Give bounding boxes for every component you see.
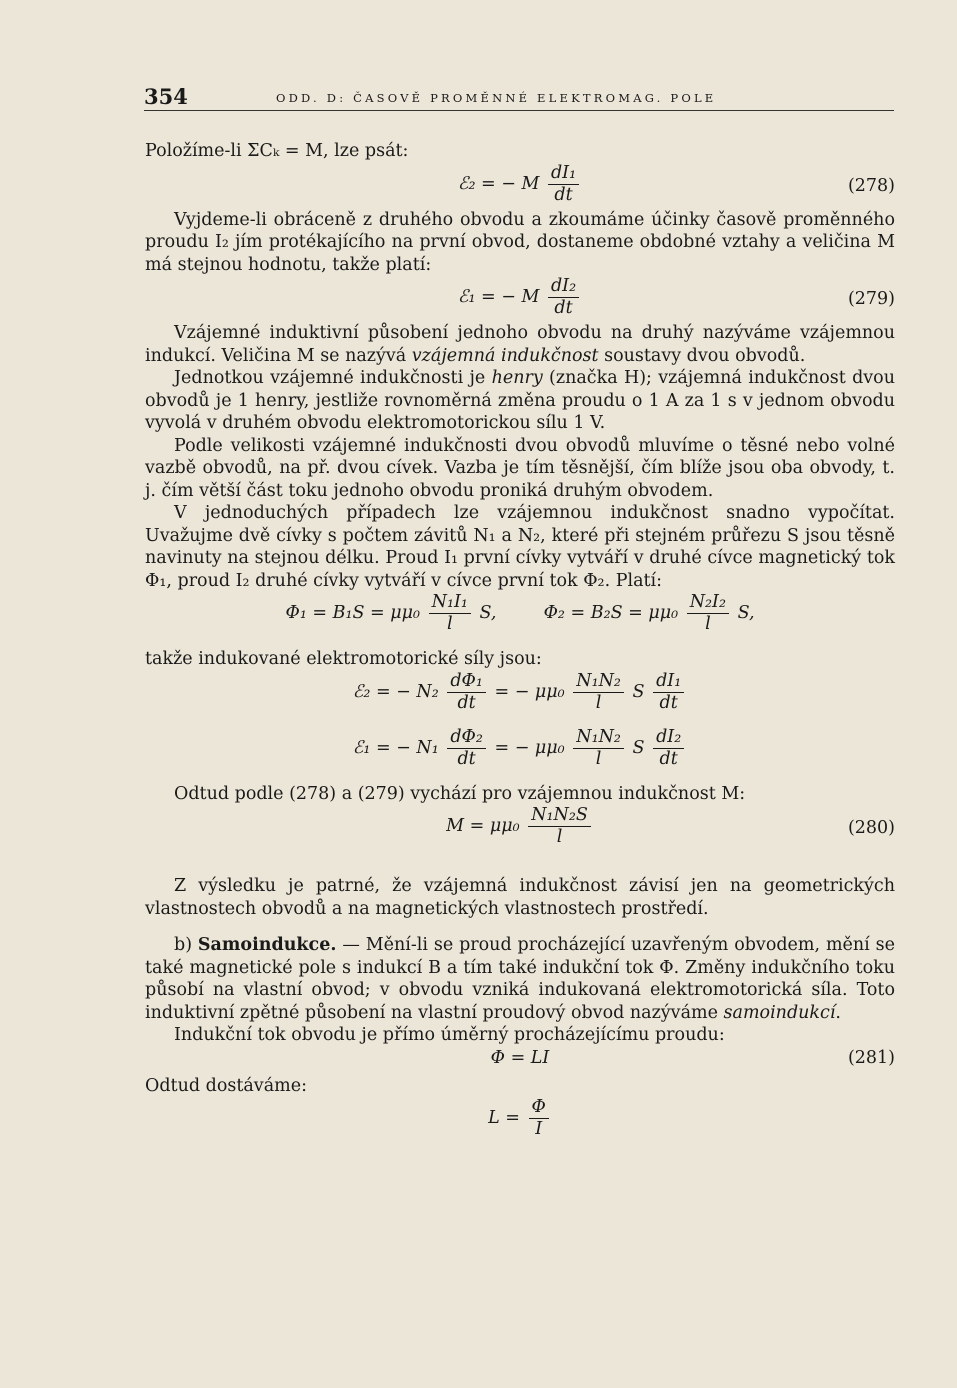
running-title: ODD. D: ČASOVĚ PROMĚNNÉ ELEKTROMAG. POLE (276, 91, 717, 105)
page-number: 354 (144, 84, 188, 109)
term-henry: henry (491, 368, 543, 388)
paragraph-9: Z výsledku je patrné, že vzájemná indukčnost závisí jen na geometrických vlastnostech obvodů a na magnetických vlastnostech prostředí. (145, 876, 895, 919)
equation-number: (278) (847, 175, 895, 196)
term-self-induction: samoindukcí (723, 1002, 836, 1023)
section-heading-self-induction: Samoindukce. (197, 935, 337, 955)
paragraph-11: Indukční tok obvodu je přímo úměrný procházejícímu proudu: (174, 1025, 725, 1045)
paragraph-1: Položíme-li ΣCₖ = M, lze psát: (145, 141, 409, 161)
paragraph-5: Podle velikosti vzájemné indukčnosti dvou obvodů mluvíme o těsné nebo volné vazbě obvodů, na př. dvou cívek. Vazba je tím těsnější, čím blíže jsou oba obvody, t. j. čím větší část toku jednoho obvodu proniká druhým obvodem. (145, 435, 895, 501)
page-body (145, 140, 895, 1153)
equation-279: ℰ₁ = − M $\frac{\text{dI₂}}{dt}$ (279) (457, 276, 895, 318)
paragraph-7: takže indukované elektromotorické síly jsou: (145, 649, 542, 669)
equation-number: (281) (847, 1047, 895, 1068)
equation-number: (280) (847, 818, 895, 838)
paragraph-2: Vyjdeme-li obráceně z druhého obvodu a zkoumáme účinky časově proměnného proudu I₂ jím protékajícího na první obvod, dostaneme obdobné vztahy a veličina M má stejnou hodnotu, takže platí: (145, 209, 895, 275)
equation-emf-2: ℰ₂ = − N₂ $\frac{\text{dΦ₁}}{dt}$ = − μμ₀ $\frac{\text{N₁N₂}}{l}$ S $\frac{\text{dI₁}}{dt}$ (145, 671, 895, 727)
equation-281: Φ = LI (281) (490, 1047, 895, 1068)
equation-inductance: L = $\frac{\Phi}{I}$ (145, 1097, 895, 1153)
term-mutual-inductance: vzájemná indukčnost (411, 345, 599, 366)
header-rule (144, 110, 894, 111)
equation-280: M = μμ₀ $\frac{\text{N₁N₂S}}{l}$ (280) (446, 805, 895, 847)
equation-flux: Φ₁ = B₁S = μμ₀ $\frac{\text{N₁I₁}}{l}$ S, Φ₂ = B₂S = μμ₀ $\frac{\text{N₂I₂}}{l}$ S, (285, 592, 755, 634)
paragraph-3: Vzájemné induktivní působení jednoho obvodu na druhý nazýváme vzájemnou indukcí. Veličina M se nazývá vzájemná indukčnost soustavy dvou obvodů. (145, 323, 895, 366)
paragraph-8: Odtud podle (278) a (279) vychází pro vzájemnou indukčnost M: (174, 783, 746, 804)
paragraph-10: b) Samoindukce. — Mění-li se proud procházející uzavřeným obvodem, mění se také magnetické pole s indukcí B a tím také indukční tok Φ. Změny indukčního toku působí na vlastní obvod; v obvodu vzniká indukovaná elektromotorická síla. Toto induktivní zpětné působení na vlastní proudový obvod nazýváme samoindukcí. (145, 935, 895, 1023)
page-header (144, 82, 894, 114)
equation-278: ℰ₂ = − M $\frac{\text{dI₁}}{dt}$ (278) (457, 162, 895, 205)
paragraph-6: V jednoduchých případech lze vzájemnou indukčnost snadno vypočítat. Uvažujme dvě cívky s počtem závitů N₁ a N₂, které při stejném průřezu S jsou těsně navinuty na stejnou délku. Proud I₁ první cívky vytváří v druhé cívce magnetický tok Φ₁, proud I₂ druhé cívky vytváří v cívce první tok Φ₂. Platí: (145, 503, 895, 591)
equation-emf-1: ℰ₁ = − N₁ $\frac{\text{dΦ₂}}{dt}$ = − μμ₀ $\frac{\text{N₁N₂}}{l}$ S $\frac{\text{dI₂}}{dt}$ (145, 727, 895, 783)
paragraph-12: Odtud dostáváme: (145, 1075, 307, 1096)
paragraph-4: Jednotkou vzájemné indukčnosti je henry (značka H); vzájemná indukčnost dvou obvodů je 1 henry, jestliže rovnoměrná změna proudu o 1 A za 1 s v jednom obvodu vyvolá v druhém obvodu elektromotorickou sílu 1 V. (145, 368, 895, 433)
equation-number: (279) (847, 289, 895, 309)
